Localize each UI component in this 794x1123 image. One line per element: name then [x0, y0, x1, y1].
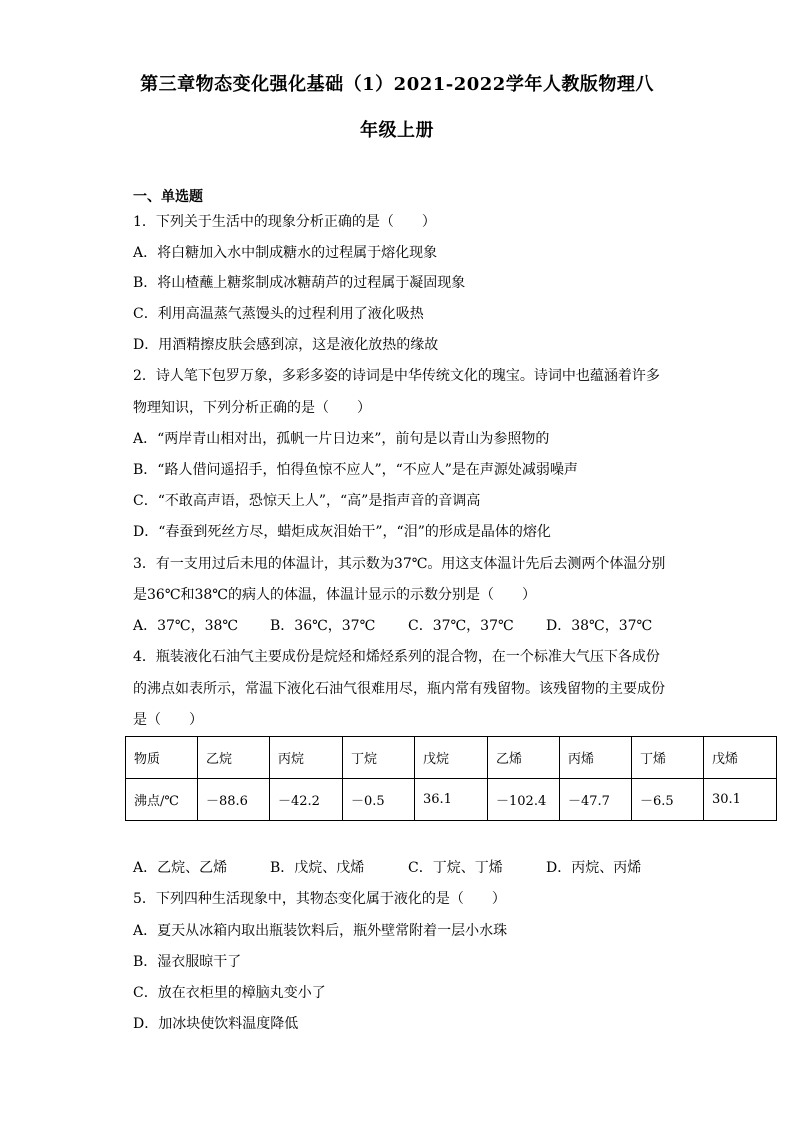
q4-option-a: A．乙烷、乙烯 — [133, 860, 228, 876]
document-title-line-1: 第三章物态变化强化基础（1）2021-2022学年人教版物理八 — [140, 74, 654, 95]
q3-option-a: A．37℃，38℃ — [133, 618, 239, 634]
table-cell: 30.1 — [704, 779, 777, 821]
table-cell: 乙烯 — [488, 737, 560, 779]
table-cell: 丙烯 — [560, 737, 632, 779]
q2-option-c: C．“不敢高声语，恐惊天上人”，“高”是指声音的音调高 — [133, 493, 481, 509]
table-cell: 戊烷 — [415, 737, 488, 779]
table-cell: －47.7 — [560, 779, 632, 821]
table-row-substance — [126, 737, 777, 779]
table-header-cell: 物质 — [126, 737, 198, 779]
q4-option-d: D．丙烷、丙烯 — [546, 860, 642, 876]
document-title-line-2: 年级上册 — [360, 120, 434, 141]
table-cell: 丁烯 — [632, 737, 704, 779]
table-cell: 丙烷 — [270, 737, 343, 779]
q4-stem-line-3: 是（ ） — [133, 712, 203, 728]
q2-option-b: B．“路人借问遥招手，怕得鱼惊不应人”，“不应人”是在声源处减弱噪声 — [133, 462, 578, 478]
boiling-point-table — [125, 736, 777, 821]
q4-stem-line-1: 4．瓶装液化石油气主要成份是烷烃和烯烃系列的混合物，在一个标准大气压下各成份 — [133, 649, 660, 665]
q1-option-c: C．利用高温蒸气蒸馒头的过程利用了液化吸热 — [133, 306, 424, 322]
q1-option-b: B．将山楂蘸上糖浆制成冰糖葫芦的过程属于凝固现象 — [133, 275, 466, 291]
table-cell: －88.6 — [198, 779, 270, 821]
table-cell: －42.2 — [270, 779, 343, 821]
table-cell: 戊烯 — [704, 737, 777, 779]
q3-stem-line-2: 是36℃和38℃的病人的体温，体温计显示的示数分别是（ ） — [133, 587, 536, 603]
table-cell: 丁烷 — [343, 737, 415, 779]
q5-option-b: B．湿衣服晾干了 — [133, 954, 242, 970]
table-header-cell: 沸点/℃ — [126, 779, 198, 821]
q2-stem-line-1: 2．诗人笔下包罗万象，多彩多姿的诗词是中华传统文化的瑰宝。诗词中也蕴涵着许多 — [133, 368, 660, 384]
q3-option-c: C．37℃，37℃ — [408, 618, 514, 634]
q2-option-a: A．“两岸青山相对出，孤帆一片日边来”，前句是以青山为参照物的 — [133, 431, 550, 447]
q3-stem-line-1: 3．有一支用过后未甩的体温计，其示数为37℃。用这支体温计先后去测两个体温分别 — [133, 556, 666, 572]
q4-stem-line-2: 的沸点如表所示，常温下液化石油气很难用尽，瓶内常有残留物。该残留物的主要成份 — [133, 681, 665, 697]
q4-option-b: B．戊烷、戊烯 — [270, 860, 365, 876]
table-cell: 36.1 — [415, 779, 488, 821]
q5-option-c: C．放在衣柜里的樟脑丸变小了 — [133, 985, 326, 1001]
section-heading: 一、单选题 — [133, 189, 203, 205]
q3-option-d: D．38℃，37℃ — [546, 618, 653, 634]
table-cell: －0.5 — [343, 779, 415, 821]
q5-stem: 5．下列四种生活现象中，其物态变化属于液化的是（ ） — [133, 891, 506, 907]
q1-option-a: A．将白糖加入水中制成糖水的过程属于熔化现象 — [133, 245, 438, 261]
table-cell: －6.5 — [632, 779, 704, 821]
q3-option-b: B．36℃，37℃ — [270, 618, 376, 634]
q2-option-d: D．“春蚕到死丝方尽，蜡炬成灰泪始干”，“泪”的形成是晶体的熔化 — [133, 524, 551, 540]
table-cell: －102.4 — [488, 779, 560, 821]
q5-option-a: A．夏天从冰箱内取出瓶装饮料后，瓶外壁常附着一层小水珠 — [133, 923, 508, 939]
table-cell: 乙烷 — [198, 737, 270, 779]
q1-option-d: D．用酒精擦皮肤会感到凉，这是液化放热的缘故 — [133, 337, 439, 353]
q4-option-c: C．丁烷、丁烯 — [408, 860, 503, 876]
q5-option-d: D．加冰块使饮料温度降低 — [133, 1016, 299, 1032]
table-row-boiling-point — [126, 779, 777, 821]
q2-stem-line-2: 物理知识，下列分析正确的是（ ） — [133, 400, 371, 416]
q1-stem: 1．下列关于生活中的现象分析正确的是（ ） — [133, 214, 436, 230]
